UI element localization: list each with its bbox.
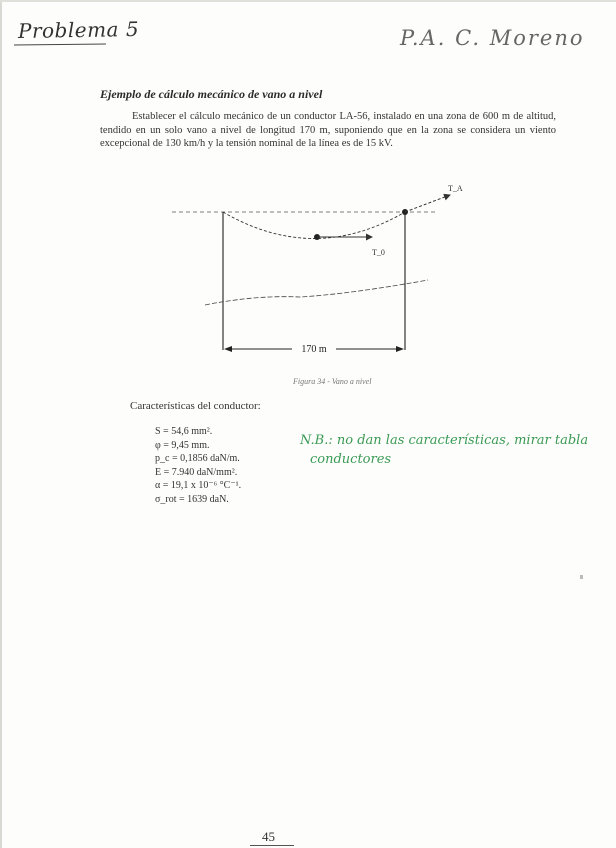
conductor-properties-list	[155, 425, 241, 506]
support-tension-vector	[405, 195, 450, 212]
scan-edge-left	[0, 0, 2, 848]
property-diameter: φ = 9,45 mm.	[155, 439, 210, 451]
handwritten-problem-label: Problema 5	[17, 16, 140, 44]
dimension-arrow-left	[224, 346, 232, 352]
span-length-label: 170 m	[301, 344, 327, 355]
property-breaking-load: σ_rot = 1639 daN.	[155, 493, 229, 505]
page-number-underline	[250, 845, 294, 846]
property-weight: p_c = 0,1856 daN/m.	[155, 453, 240, 464]
statement-text: Establecer el cálculo mecánico de un conductor LA-56, instalado en una zona de 600 m de altitud, tendido en un solo vano a nivel de longitud 170 m, suponiendo que en la zona se considera un viento excepcional de 130 km/h y la tensión nominal de la línea es de 15 kV.	[100, 111, 556, 149]
dimension-arrow-right	[396, 346, 404, 352]
property-expansion-coefficient: α = 19,1 x 10⁻⁶ °C⁻¹.	[155, 480, 242, 491]
property-elastic-modulus: E = 7.940 daN/mm².	[155, 466, 238, 478]
handwritten-green-note	[300, 431, 590, 469]
tension-label-a: T_A	[448, 184, 463, 193]
span-diagram	[160, 175, 463, 390]
property-section: S = 54,6 mm².	[155, 426, 213, 437]
scan-speck	[580, 575, 583, 579]
figure-caption: Figura 34 - Vano a nivel	[293, 377, 372, 386]
characteristics-heading: Características del conductor:	[130, 400, 261, 412]
page-number: 45	[262, 829, 275, 844]
problem-label-underline	[14, 44, 106, 46]
scan-edge-top	[0, 0, 616, 2]
problem-statement	[100, 110, 556, 151]
note-line-1: N.B.: no dan las características, mirar tabla	[300, 433, 589, 448]
handwritten-author-note: P.A. C. Moreno	[400, 26, 585, 50]
tension-label-0: T_0	[372, 248, 385, 257]
note-line-2: conductores	[310, 452, 392, 467]
example-title: Ejemplo de cálculo mecánico de vano a nivel	[100, 87, 323, 101]
conductor-sag-curve	[223, 212, 405, 239]
terrain-profile	[205, 280, 428, 305]
